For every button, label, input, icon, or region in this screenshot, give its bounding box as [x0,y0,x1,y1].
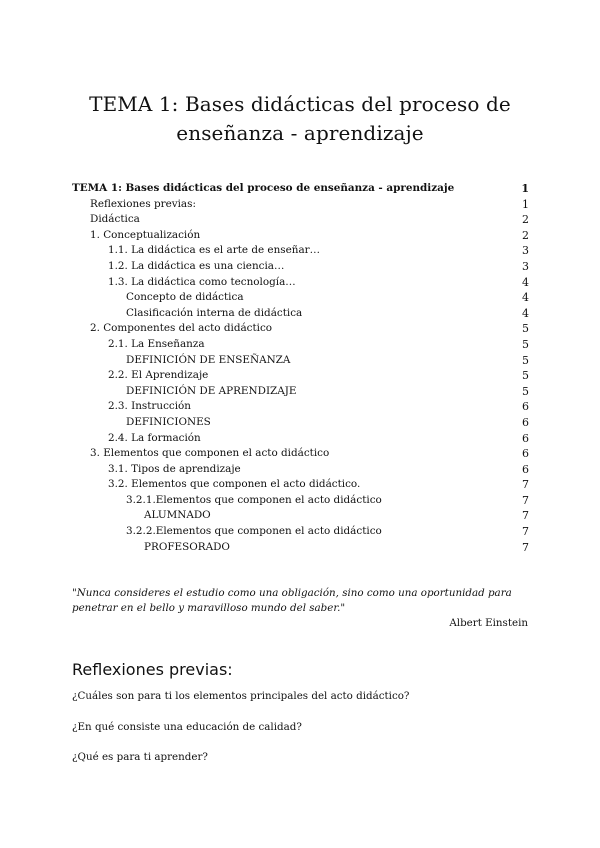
toc-entry[interactable] [72,353,529,369]
toc-entry[interactable] [72,446,529,462]
toc-entry-label: TEMA 1: Bases didácticas del proceso de enseñanza - aprendizaje [72,182,455,194]
toc-entry-page: 5 [522,384,529,398]
toc-entry[interactable] [72,493,529,509]
toc-entry-page: 6 [522,431,529,445]
toc-entry-label: Concepto de didáctica [126,291,244,304]
toc-entry[interactable] [72,306,529,322]
toc-entry[interactable] [72,321,529,337]
question-2: ¿En qué consiste una educación de calidad? [72,721,302,733]
toc-entry-label: PROFESORADO [144,540,230,553]
toc-entry-label: 2.3. Instrucción [108,400,192,413]
toc-entry-page: 7 [522,478,529,492]
quote-text: "Nunca consideres el estudio como una obligación, sino como una oportunidad para penetrar en el bello y maravilloso mundo del saber." [72,587,512,614]
toc-entry[interactable] [72,243,529,259]
toc-entry-page: 7 [522,540,529,554]
toc-entry-page: 6 [522,415,529,429]
toc-entry[interactable] [72,368,529,384]
toc-entry-label: Didáctica [90,213,140,226]
toc-entry-page: 6 [522,447,529,461]
toc-entry-label: 3.2.1.Elementos que componen el acto didáctico [126,493,382,506]
toc-entry-label: ALUMNADO [144,509,211,522]
toc-entry-label: 2.2. El Aprendizaje [108,369,209,382]
table-of-contents [72,181,529,555]
toc-entry-label: 2.4. La formación [108,431,201,444]
toc-entry-label: Clasificación interna de didáctica [126,306,303,319]
toc-entry[interactable] [72,228,529,244]
document-title [0,90,600,148]
toc-entry-label: 3.2.2.Elementos que componen el acto didáctico [126,525,382,538]
toc-entry-page: 2 [522,228,529,242]
toc-entry-label: 3.2. Elementos que componen el acto didáctico. [108,478,361,491]
toc-entry-page: 6 [522,400,529,414]
toc-entry-label: 1.2. La didáctica es una ciencia… [108,259,285,272]
toc-entry-page: 3 [522,259,529,273]
toc-entry[interactable] [72,181,529,197]
toc-entry[interactable] [72,477,529,493]
toc-entry[interactable] [72,337,529,353]
toc-entry-page: 1 [522,197,529,211]
toc-entry-label: 3. Elementos que componen el acto didáctico [90,447,330,460]
toc-entry[interactable] [72,212,529,228]
toc-entry-page: 5 [522,369,529,383]
toc-entry-page: 7 [522,525,529,539]
toc-entry-label: 1.1. La didáctica es el arte de enseñar… [108,244,321,257]
toc-entry-page: 4 [522,291,529,305]
toc-entry-page: 2 [522,213,529,227]
toc-entry[interactable] [72,508,529,524]
toc-entry-page: 7 [522,509,529,523]
toc-entry-page: 5 [522,353,529,367]
toc-entry[interactable] [72,524,529,540]
toc-entry[interactable] [72,540,529,556]
toc-entry-page: 3 [522,244,529,258]
toc-entry[interactable] [72,462,529,478]
toc-entry[interactable] [72,415,529,431]
toc-entry-label: 3.1. Tipos de aprendizaje [108,462,241,475]
title-line-1: TEMA 1: Bases didácticas del proceso de [89,92,511,116]
section-heading: Reflexiones previas: [72,660,233,679]
toc-entry[interactable] [72,290,529,306]
question-1: ¿Cuáles son para ti los elementos principales del acto didáctico? [72,690,410,702]
toc-entry[interactable] [72,275,529,291]
toc-entry-page: 4 [522,275,529,289]
toc-entry[interactable] [72,431,529,447]
quote-author: Albert Einstein [449,617,528,629]
toc-entry[interactable] [72,259,529,275]
toc-entry-page: 6 [522,462,529,476]
question-3: ¿Qué es para ti aprender? [72,751,208,763]
toc-entry-page: 5 [522,322,529,336]
toc-entry-page: 4 [522,306,529,320]
toc-entry[interactable] [72,384,529,400]
toc-entry[interactable] [72,399,529,415]
toc-entry-page: 5 [522,337,529,351]
toc-entry-label: 2.1. La Enseñanza [108,337,205,350]
toc-entry-page: 7 [522,493,529,507]
toc-entry-page: 1 [521,182,529,195]
toc-entry-label: 1. Conceptualización [90,228,201,241]
toc-entry-label: Reflexiones previas: [90,197,196,210]
toc-entry-label: 1.3. La didáctica como tecnología… [108,275,296,288]
toc-entry-label: DEFINICIONES [126,415,211,428]
toc-entry-label: DEFINICIÓN DE ENSEÑANZA [126,353,291,366]
toc-entry-label: 2. Componentes del acto didáctico [90,322,273,335]
title-line-2: enseñanza - aprendizaje [176,121,424,145]
toc-entry-label: DEFINICIÓN DE APRENDIZAJE [126,384,297,397]
toc-entry[interactable] [72,197,529,213]
